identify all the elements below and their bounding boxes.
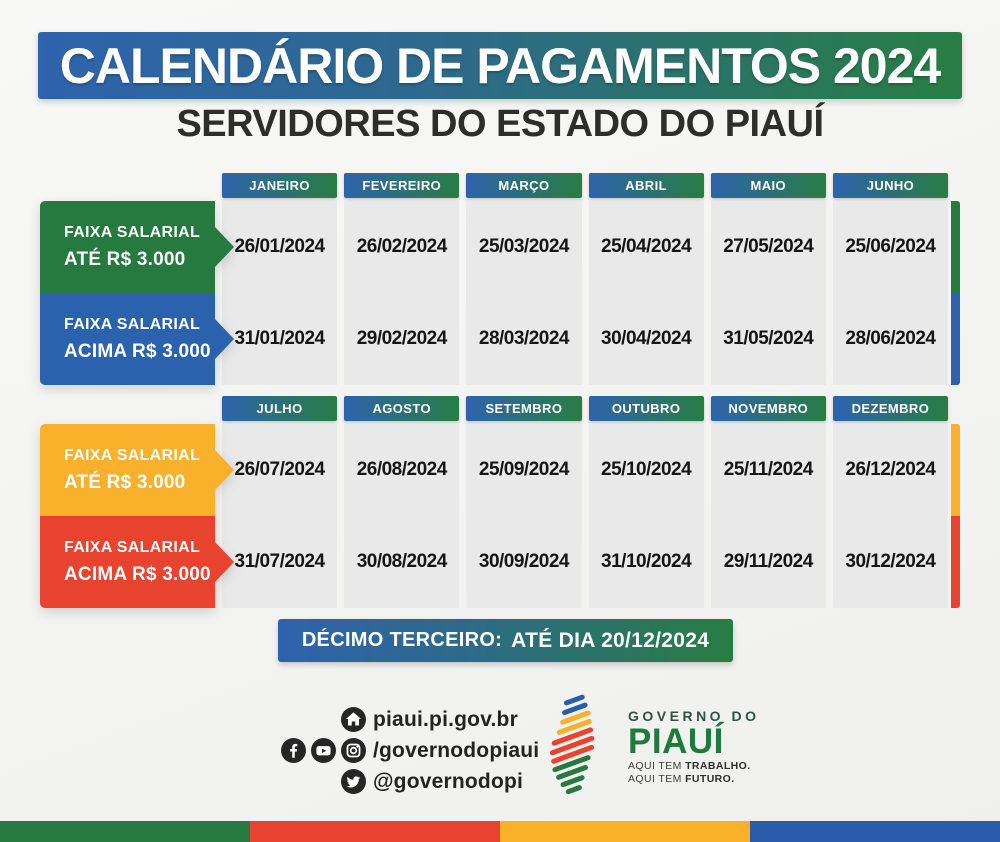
stripe-segment-yellow [500, 821, 750, 842]
month-column [711, 424, 826, 608]
date-cell: 26/02/2024 [356, 236, 447, 257]
stripe-segment-green [0, 821, 250, 842]
date-cell: 26/07/2024 [234, 459, 325, 480]
salary-range-above-3000 [40, 516, 215, 608]
date-cell: 25/04/2024 [601, 236, 692, 257]
date-cell: 25/06/2024 [845, 236, 936, 257]
date-cell: 30/09/2024 [478, 551, 569, 572]
piaui-map-stripes-icon [536, 688, 620, 806]
date-cell: 25/11/2024 [723, 459, 813, 480]
date-cell: 26/12/2024 [845, 459, 936, 480]
salary-range-labels [40, 201, 215, 385]
salary-range-caption: FAIXA SALARIAL [64, 538, 201, 556]
edge-bar-segment [951, 293, 960, 385]
thirteenth-salary-banner [278, 619, 733, 662]
date-cell: 31/01/2024 [234, 328, 325, 349]
logo-governo-do: GOVERNO DO [628, 708, 760, 725]
month-column [222, 201, 337, 385]
month-header: MAIO [711, 173, 826, 198]
home-icon [341, 707, 366, 732]
month-column [344, 424, 459, 608]
calendar-table-second-semester [40, 396, 960, 608]
website-row [276, 706, 539, 733]
salary-range-labels [40, 424, 215, 608]
month-header-row [222, 396, 948, 421]
thirteenth-label: DÉCIMO TERCEIRO: [301, 629, 503, 651]
date-cell: 26/01/2024 [234, 236, 325, 257]
month-header: ABRIL [589, 173, 704, 198]
arrow-right-icon [215, 450, 234, 490]
month-header: DEZEMBRO [833, 396, 948, 421]
arrow-right-icon [215, 542, 234, 582]
page-subtitle: SERVIDORES DO ESTADO DO PIAUÍ [176, 103, 824, 145]
payment-dates-grid [222, 201, 948, 385]
payment-dates-grid [222, 424, 948, 608]
stripe-segment-red [250, 821, 500, 842]
date-cell: 28/06/2024 [845, 328, 936, 349]
salary-range-caption: FAIXA SALARIAL [64, 315, 201, 333]
date-cell: 30/12/2024 [845, 551, 936, 572]
month-header: JULHO [222, 396, 337, 421]
instagram-icon [341, 738, 366, 763]
month-column [466, 424, 581, 608]
salary-range-up-to-3000 [40, 201, 215, 293]
month-column [222, 424, 337, 608]
facebook-icon [281, 738, 306, 763]
month-column [711, 201, 826, 385]
month-column [344, 201, 459, 385]
edge-bar-segment [951, 201, 960, 293]
logo-text-block [628, 708, 759, 786]
date-cell: 25/03/2024 [478, 236, 569, 257]
logo-tagline-1: AQUI TEM TRABALHO. [628, 759, 751, 772]
row-color-edge-bar [951, 201, 960, 385]
calendar-table-first-semester [40, 173, 960, 385]
month-header-row [222, 173, 948, 198]
date-cell: 25/09/2024 [478, 459, 569, 480]
month-header: AGOSTO [344, 396, 459, 421]
date-cell: 30/08/2024 [356, 551, 447, 572]
date-cell: 31/10/2024 [601, 551, 692, 572]
month-column [466, 201, 581, 385]
month-column [589, 201, 704, 385]
social-links [276, 706, 539, 795]
month-header: MARÇO [466, 173, 581, 198]
date-cell: 25/10/2024 [601, 459, 692, 480]
social-handle: /governodopiaui [373, 738, 540, 762]
month-header: NOVEMBRO [711, 396, 826, 421]
arrow-right-icon [215, 227, 234, 267]
month-column [589, 424, 704, 608]
month-column [833, 201, 948, 385]
salary-range-caption: FAIXA SALARIAL [64, 446, 201, 464]
date-cell: 31/05/2024 [723, 328, 814, 349]
month-column [833, 424, 948, 608]
edge-bar-segment [951, 516, 960, 608]
salary-range-caption: FAIXA SALARIAL [64, 223, 201, 241]
date-cell: 30/04/2024 [601, 328, 692, 349]
salary-range-above-3000 [40, 293, 215, 385]
salary-range-up-to-3000 [40, 424, 215, 516]
logo-tagline-2: AQUI TEM FUTURO. [628, 772, 735, 785]
month-header: OUTUBRO [589, 396, 704, 421]
website-url: piaui.pi.gov.br [373, 707, 518, 731]
logo-piaui: PIAUÍ [628, 722, 724, 762]
bottom-color-stripe [0, 821, 1000, 842]
month-header: FEVEREIRO [344, 173, 459, 198]
date-cell: 28/03/2024 [478, 328, 569, 349]
month-header: JANEIRO [222, 173, 337, 198]
salary-range-value: ACIMA R$ 3.000 [64, 563, 211, 585]
salary-range-value: ATÉ R$ 3.000 [64, 248, 186, 270]
youtube-icon [311, 738, 336, 763]
page-title: CALENDÁRIO DE PAGAMENTOS 2024 [59, 37, 941, 94]
month-header: SETEMBRO [466, 396, 581, 421]
arrow-right-icon [215, 319, 234, 359]
stripe-segment-blue [750, 821, 1000, 842]
thirteenth-date: ATÉ DIA 20/12/2024 [511, 628, 710, 652]
row-color-edge-bar [951, 424, 960, 608]
month-header: JUNHO [833, 173, 948, 198]
twitter-row [276, 768, 539, 795]
salary-range-value: ACIMA R$ 3.000 [64, 340, 211, 362]
date-cell: 29/02/2024 [356, 328, 447, 349]
title-banner [38, 32, 962, 99]
twitter-icon [341, 769, 366, 794]
social-handles-row [276, 737, 539, 764]
twitter-handle: @governodopi [373, 769, 524, 793]
date-cell: 29/11/2024 [723, 551, 813, 572]
date-cell: 31/07/2024 [234, 551, 325, 572]
date-cell: 26/08/2024 [356, 459, 447, 480]
date-cell: 27/05/2024 [723, 236, 814, 257]
salary-range-value: ATÉ R$ 3.000 [64, 471, 186, 493]
edge-bar-segment [951, 424, 960, 516]
governo-do-piaui-logo [536, 688, 759, 806]
